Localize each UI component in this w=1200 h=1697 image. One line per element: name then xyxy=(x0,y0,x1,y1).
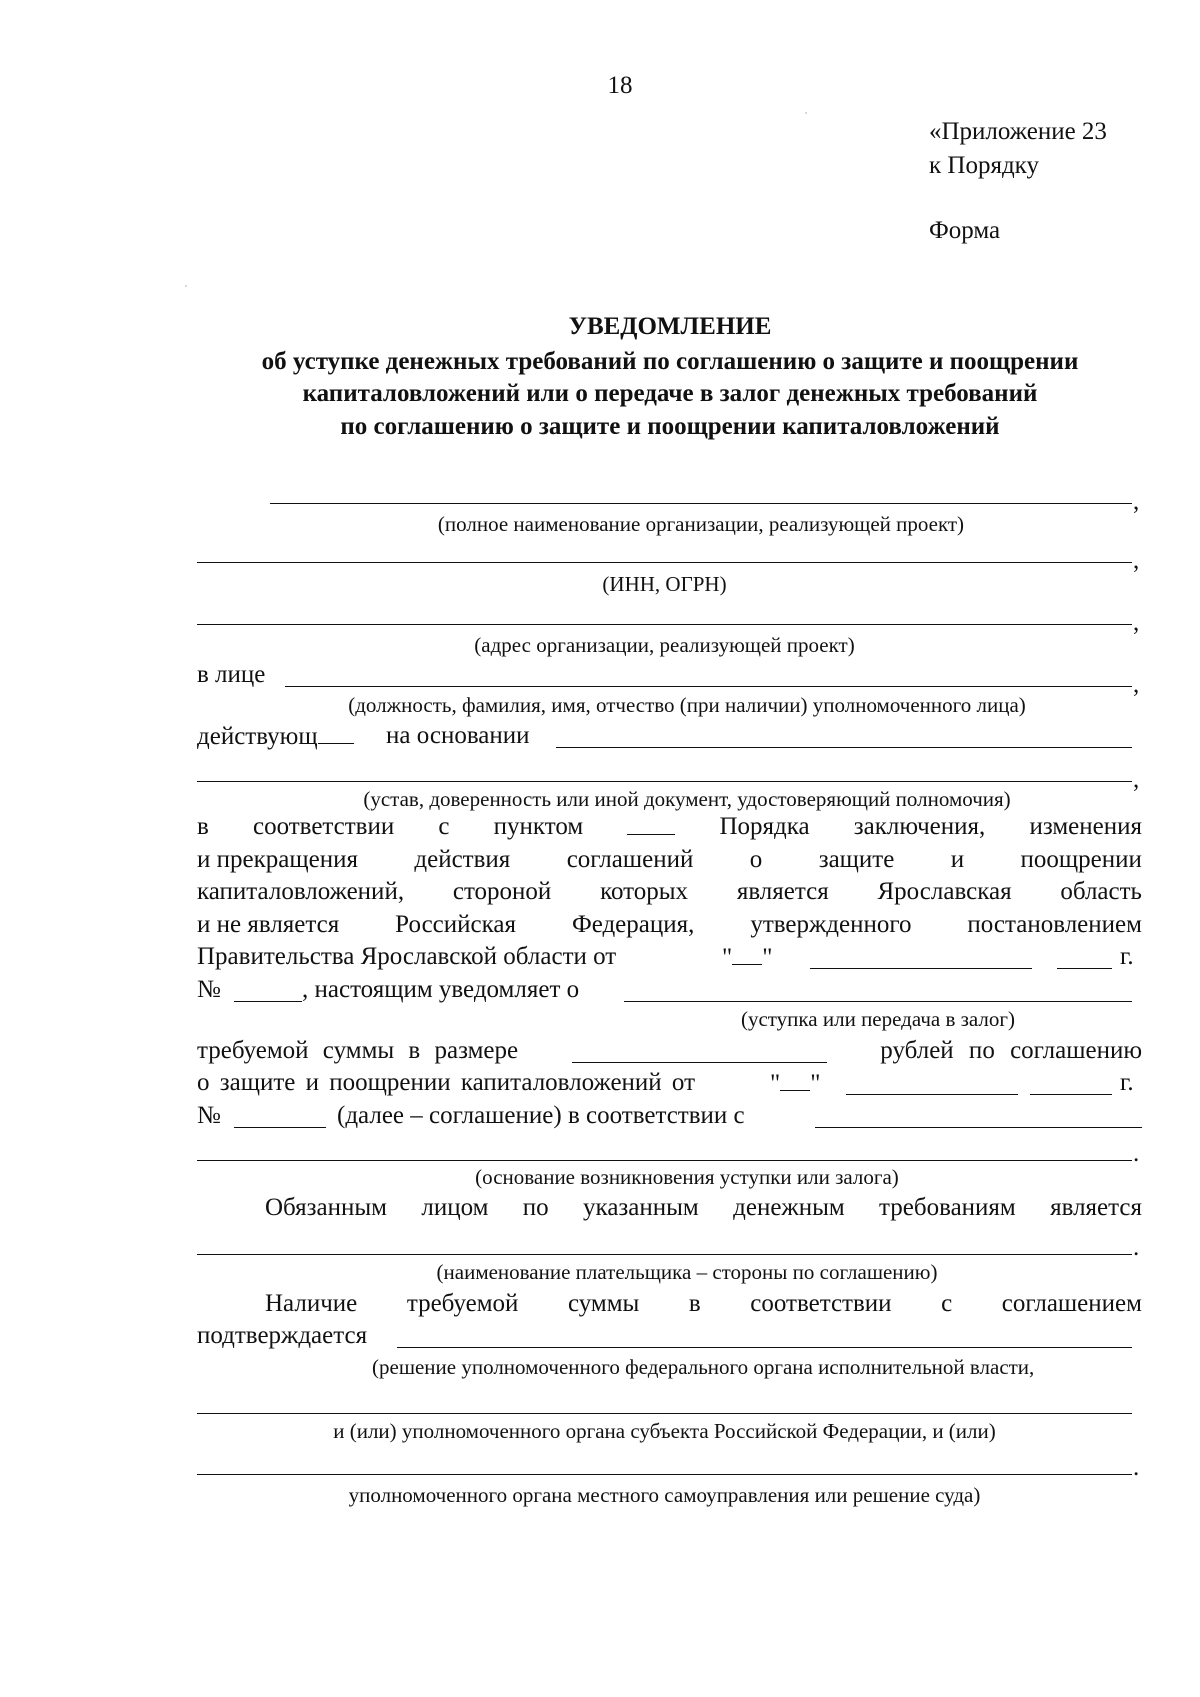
year-suffix: г. xyxy=(1120,1069,1134,1096)
word: по xyxy=(522,1194,549,1221)
word: Порядка xyxy=(719,813,810,840)
hereinafter-text: (далее – соглашение) в соответствии с xyxy=(337,1102,745,1129)
word: Российская xyxy=(395,911,516,938)
amount-text xyxy=(197,1036,569,1066)
obliged-person-line xyxy=(265,1193,1142,1223)
assign-pledge-line xyxy=(624,1001,1132,1002)
word: защите xyxy=(818,846,895,873)
word: соглашений xyxy=(566,846,694,873)
word: и не является xyxy=(197,911,340,938)
word: соответствии xyxy=(252,813,395,840)
word: Наличие xyxy=(265,1290,358,1317)
resolution-number-blank xyxy=(234,1001,302,1002)
word: является xyxy=(736,878,829,905)
word: Федерация, xyxy=(571,911,695,938)
confirmation-line-2 xyxy=(197,1413,1132,1414)
inn-caption: (ИНН, ОГРН) xyxy=(602,572,727,596)
word: поощрении xyxy=(1020,846,1142,873)
basis-line-2 xyxy=(197,781,1132,782)
assign-pledge-caption: (уступка или передача в залог) xyxy=(740,1007,1016,1031)
agreement-date-field xyxy=(770,1068,820,1099)
period: . xyxy=(1133,1454,1140,1481)
para1-line2 xyxy=(197,845,1142,875)
word: Обязанным xyxy=(265,1194,387,1221)
year-suffix: г. xyxy=(1120,943,1134,970)
payer-caption: (наименование плательщика – стороны по соглашению) xyxy=(436,1260,938,1284)
acting-text: действующ xyxy=(197,723,318,750)
comma: , xyxy=(1133,609,1140,636)
word: пунктом xyxy=(493,813,584,840)
word: стороной xyxy=(452,878,552,905)
word: лицом xyxy=(421,1194,489,1221)
org-name-line xyxy=(270,503,1132,504)
day-blank xyxy=(780,1068,810,1091)
scan-speck xyxy=(185,285,187,287)
clause-blank xyxy=(627,812,675,835)
decision-caption-2: и (или) уполномоченного органа субъекта Российской Федерации, и (или) xyxy=(333,1419,996,1443)
word: требуемой xyxy=(406,1290,519,1317)
period: . xyxy=(1133,1234,1140,1261)
word: капиталовложений, xyxy=(197,878,405,905)
word: постановлением xyxy=(967,911,1142,938)
document-subtitle-1: об уступке денежных требований по соглашению о защите и поощрении xyxy=(261,348,1079,375)
amount-blank xyxy=(572,1062,827,1063)
position-caption: (должность, фамилия, имя, отчество (при наличии) уполномоченного лица) xyxy=(348,693,1026,717)
month-blank xyxy=(846,1094,1018,1095)
word: в xyxy=(197,813,209,840)
confirmed-text: подтверждается xyxy=(197,1322,368,1349)
word: в xyxy=(688,1290,701,1317)
word: действия xyxy=(414,846,511,873)
acting-label xyxy=(197,721,354,752)
on-basis-label: на основании xyxy=(386,722,530,749)
acting-ending-blank xyxy=(318,721,354,744)
address-line xyxy=(197,624,1132,625)
month-blank xyxy=(810,968,1032,969)
period: . xyxy=(1133,1140,1140,1167)
year-blank xyxy=(1030,1094,1112,1095)
v-litse-label: в лице xyxy=(197,661,266,688)
decision-caption-1: (решение уполномоченного федерального органа исполнительной власти, xyxy=(372,1355,1035,1379)
word: соглашением xyxy=(1001,1290,1142,1317)
form-label: Форма xyxy=(929,217,1001,244)
agreement-date-text: о защите и поощрении капиталовложений от xyxy=(197,1069,696,1096)
num-sign: № xyxy=(197,976,221,1003)
document-subtitle-2: капиталовложений или о передаче в залог денежных требований xyxy=(302,380,1038,407)
notifies-text: , настоящим уведомляет о xyxy=(302,976,580,1003)
year-blank xyxy=(1057,968,1112,969)
quote: " xyxy=(810,1070,821,1097)
grounds-line xyxy=(815,1127,1142,1128)
word: Ярославская xyxy=(877,878,1012,905)
agreement-number-blank xyxy=(234,1127,326,1128)
word: о xyxy=(749,846,763,873)
resolution-date-field xyxy=(722,942,772,973)
address-caption: (адрес организации, реализующей проект) xyxy=(474,633,855,657)
document-subtitle-3: по соглашению о защите и поощрении капиталовложений xyxy=(340,413,1000,440)
grounds-caption: (основание возникновения уступки или залога) xyxy=(475,1165,899,1189)
basis-doc-caption: (устав, доверенность или иной документ, удостоверяющий полномочия) xyxy=(363,787,1011,811)
word: денежным xyxy=(733,1194,845,1221)
word: утвержденного xyxy=(750,911,912,938)
page-number: 18 xyxy=(607,72,633,99)
scan-speck xyxy=(805,112,807,114)
rubles-text: рублей по соглашению xyxy=(880,1037,1142,1064)
para1-line1 xyxy=(197,812,1142,842)
word: которых xyxy=(600,878,689,905)
confirmation-line xyxy=(397,1347,1132,1348)
grounds-line-2 xyxy=(197,1160,1132,1161)
comma: , xyxy=(1133,766,1140,793)
word: заключения, xyxy=(853,813,986,840)
document-title: УВЕДОМЛЕНИЕ xyxy=(568,313,772,340)
word: область xyxy=(1060,878,1142,905)
org-name-caption: (полное наименование организации, реализующей проект) xyxy=(437,512,965,536)
word: требованиям xyxy=(879,1194,1016,1221)
decision-caption-3: уполномоченного органа местного самоуправления или решение суда) xyxy=(348,1483,981,1507)
word: с xyxy=(438,813,450,840)
payer-line xyxy=(197,1254,1132,1255)
comma: , xyxy=(1133,547,1140,574)
word: указанным xyxy=(583,1194,699,1221)
basis-line xyxy=(556,747,1132,748)
word: изменения xyxy=(1029,813,1142,840)
word: и прекращения xyxy=(197,846,358,873)
para1-line4 xyxy=(197,910,1142,940)
amount-label: требуемой суммы в размере xyxy=(197,1037,519,1064)
confirmation-line-3 xyxy=(197,1474,1132,1475)
word: является xyxy=(1050,1194,1142,1221)
quote: " xyxy=(770,1070,781,1097)
day-blank xyxy=(732,942,762,965)
inn-line xyxy=(197,562,1132,563)
position-line xyxy=(285,686,1132,687)
availability-line xyxy=(265,1289,1142,1319)
comma: , xyxy=(1133,488,1140,515)
word: с xyxy=(941,1290,953,1317)
word: и xyxy=(950,846,965,873)
para1-line3 xyxy=(197,877,1142,907)
comma: , xyxy=(1133,671,1140,698)
quote: " xyxy=(762,944,773,971)
num-sign: № xyxy=(197,1102,221,1129)
appendix-label: «Приложение 23 xyxy=(929,118,1107,145)
word: соответствии xyxy=(750,1290,892,1317)
quote: " xyxy=(722,944,733,971)
resolution-date-text: Правительства Ярославской области от xyxy=(197,943,617,970)
word: суммы xyxy=(567,1290,640,1317)
to-order-label: к Порядку xyxy=(929,152,1039,179)
